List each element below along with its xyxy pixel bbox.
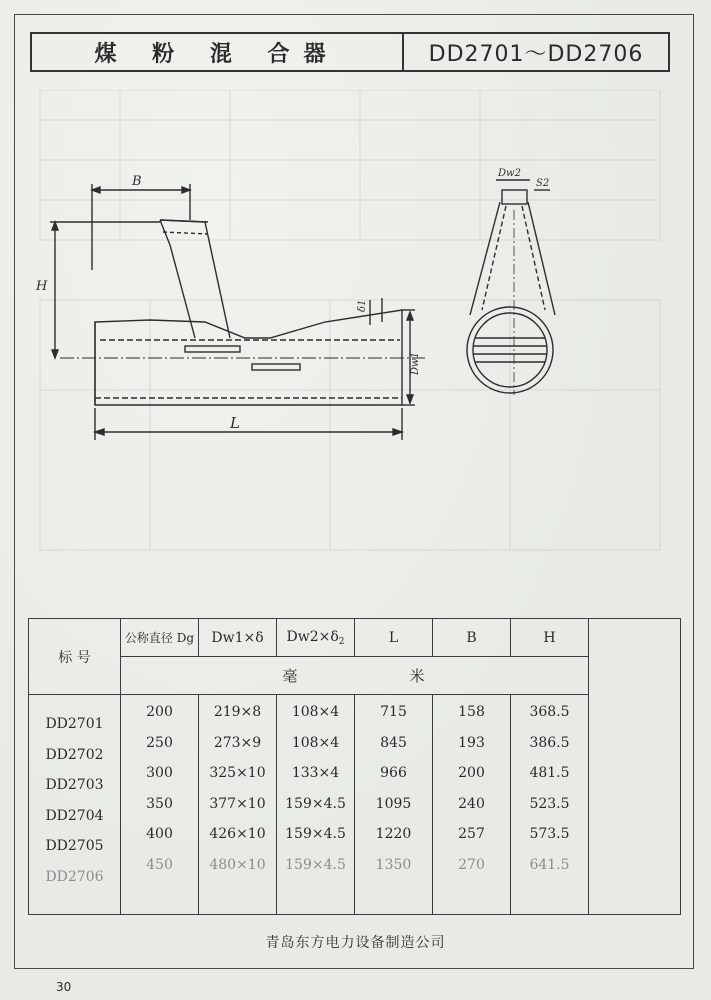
b-value: 270 bbox=[458, 856, 485, 873]
dim-label-delta1: δ1 bbox=[357, 299, 368, 312]
dn-value: 200 bbox=[146, 704, 173, 720]
blank-right-column bbox=[589, 619, 681, 915]
dim-label-l: L bbox=[230, 414, 240, 432]
dn-value: 250 bbox=[146, 734, 173, 751]
b-value: 193 bbox=[458, 734, 485, 751]
dw2-value: 108×4 bbox=[291, 734, 340, 751]
dw1-value: 377×10 bbox=[209, 795, 266, 812]
std-number: DD2701 bbox=[45, 716, 104, 732]
header-std-number: 标 号 bbox=[29, 619, 121, 695]
header-dw1: Dw1×δ bbox=[199, 619, 277, 657]
mixer-technical-drawing bbox=[30, 150, 630, 470]
header-nominal-diameter: 公称直径 Dg bbox=[121, 619, 199, 657]
dim-label-dw2: Dw2 bbox=[498, 168, 521, 179]
dn-value: 300 bbox=[146, 765, 173, 781]
dw1-value: 273×9 bbox=[213, 734, 262, 751]
h-value: 573.5 bbox=[529, 826, 570, 842]
dim-label-b: B bbox=[132, 174, 142, 189]
std-number: DD2704 bbox=[45, 807, 104, 824]
std-number: DD2706 bbox=[45, 868, 104, 885]
std-number-column bbox=[29, 695, 121, 915]
dw2-column bbox=[277, 695, 355, 915]
company-name: 青岛东方电力设备制造公司 bbox=[265, 935, 446, 951]
h-value: 481.5 bbox=[529, 765, 570, 781]
header-b: B bbox=[433, 619, 511, 657]
dw2-value: 133×4 bbox=[291, 765, 340, 781]
l-column bbox=[355, 695, 433, 915]
std-number: DD2702 bbox=[45, 746, 104, 763]
dw2-value: 108×4 bbox=[291, 704, 340, 720]
dn-column bbox=[121, 695, 199, 915]
dn-value: 400 bbox=[146, 826, 173, 842]
spec-table bbox=[28, 618, 681, 915]
h-value: 386.5 bbox=[529, 734, 570, 751]
b-value: 240 bbox=[458, 795, 485, 812]
dn-value: 450 bbox=[146, 856, 173, 873]
b-value: 257 bbox=[458, 826, 485, 842]
model-range: DD2701～DD2706 bbox=[428, 41, 644, 67]
dw2-value: 159×4.5 bbox=[285, 856, 346, 873]
unit-row: 毫 米 bbox=[121, 657, 589, 695]
l-value: 845 bbox=[380, 734, 407, 751]
header-dw2: $Dw2\times\delta_2$ bbox=[277, 619, 355, 657]
dw1-value: 219×8 bbox=[213, 704, 262, 720]
dw2-value: 159×4.5 bbox=[285, 795, 346, 812]
dim-label-s2: S2 bbox=[536, 178, 550, 189]
h-column bbox=[511, 695, 589, 915]
h-value: 641.5 bbox=[529, 856, 570, 873]
dw1-value: 480×10 bbox=[209, 856, 266, 873]
l-value: 1095 bbox=[375, 795, 412, 812]
h-value: 523.5 bbox=[529, 795, 570, 812]
h-value: 368.5 bbox=[529, 704, 570, 720]
b-column bbox=[433, 695, 511, 915]
std-number: DD2703 bbox=[45, 777, 104, 793]
pipe-body-outline bbox=[95, 310, 402, 405]
dw1-value: 426×10 bbox=[209, 826, 266, 842]
header-h: H bbox=[511, 619, 589, 657]
dw2-value: 159×4.5 bbox=[285, 826, 346, 842]
std-number: DD2705 bbox=[45, 838, 104, 854]
b-value: 158 bbox=[458, 704, 485, 720]
product-title: 煤 粉 混 合器 bbox=[32, 34, 404, 70]
dn-value: 350 bbox=[146, 795, 173, 812]
l-value: 1350 bbox=[375, 856, 412, 873]
dw1-value: 325×10 bbox=[209, 765, 266, 781]
dw1-column bbox=[199, 695, 277, 915]
l-value: 966 bbox=[380, 765, 407, 781]
b-value: 200 bbox=[458, 765, 485, 781]
header-l: L bbox=[355, 619, 433, 657]
page-number: 30 bbox=[56, 980, 72, 994]
l-value: 1220 bbox=[375, 826, 412, 842]
dim-label-dw1: Dw1 bbox=[410, 352, 421, 375]
title-block bbox=[30, 32, 670, 72]
l-value: 715 bbox=[380, 704, 407, 720]
dim-label-h: H bbox=[36, 279, 48, 294]
